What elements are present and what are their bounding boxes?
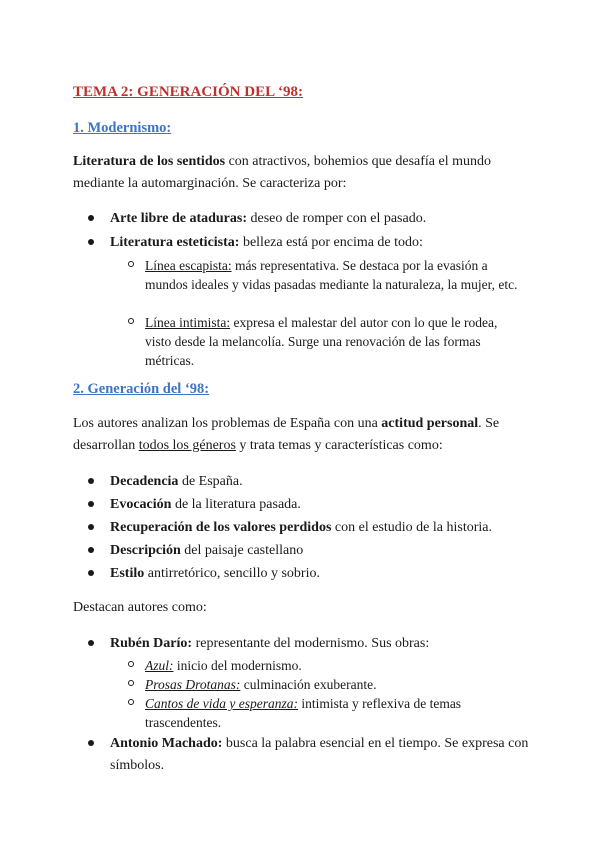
list-item (88, 517, 540, 539)
bullet-text: deseo de romper con el pasado. (247, 211, 427, 226)
bullet-text: de la literatura pasada. (171, 497, 301, 512)
bullet-icon (88, 640, 94, 646)
bullet-icon (88, 570, 94, 576)
bullet-bold: Descripción (110, 543, 181, 558)
bullet-icon (88, 239, 94, 245)
sub-item-text: expresa el malestar del autor con lo que le rodea, visto desde la melancolía. Surge una renovación de las formas métricas. (145, 315, 498, 368)
section-heading-generacion: 2. Generación del ‘98: (73, 381, 210, 397)
list-item (88, 540, 540, 562)
intro-text: . Se desarrollan (73, 416, 500, 453)
bullet-text: con el estudio de la historia. (331, 520, 492, 535)
sub-list-item (128, 656, 525, 675)
page-title: TEMA 2: GENERACIÓN DEL ‘98: (73, 84, 304, 100)
circle-bullet-icon (128, 661, 134, 667)
intro-bold-text: actitud personal (381, 416, 479, 431)
bullet-icon (88, 478, 94, 484)
work-title: Prosas Drotanas: (145, 677, 241, 692)
work-title: Cantos de vida y esperanza: (145, 696, 298, 711)
bullet-icon (88, 215, 94, 221)
bullet-text: del paisaje castellano (180, 543, 304, 558)
intro-underlined-text: todos los géneros (138, 438, 236, 453)
list-item (88, 633, 540, 655)
modernismo-intro (73, 151, 523, 195)
bullet-bold: Arte libre de ataduras: (110, 211, 247, 226)
author-name: Antonio Machado: (110, 736, 223, 751)
list-item (88, 471, 540, 493)
intro-text: Los autores analizan los problemas de España con una (73, 416, 382, 431)
circle-bullet-icon (128, 680, 134, 686)
list-item (88, 494, 540, 516)
circle-bullet-icon (128, 699, 134, 705)
section-heading-modernismo: 1. Modernismo: (73, 120, 172, 136)
list-item (88, 733, 540, 777)
bullet-icon (88, 501, 94, 507)
circle-bullet-icon (128, 318, 134, 324)
bullet-icon (88, 740, 94, 746)
sub-item-label: Línea escapista: (145, 258, 232, 273)
sub-list-item (128, 256, 525, 294)
bullet-text: de España. (178, 474, 243, 489)
bullet-icon (88, 547, 94, 553)
bullet-bold: Recuperación de los valores perdidos (110, 520, 332, 535)
sub-list-item (128, 675, 525, 694)
work-text: intimista y reflexiva de temas trascendentes. (145, 696, 462, 730)
work-title: Azul: (145, 658, 174, 673)
list-item (88, 563, 540, 585)
authors-intro: Destacan autores como: (73, 600, 207, 615)
sub-item-label: Línea intimista: (145, 315, 231, 330)
work-text: inicio del modernismo. (173, 658, 302, 673)
author-text: representante del modernismo. Sus obras: (192, 636, 430, 651)
list-item (88, 208, 540, 230)
bullet-text: antirretórico, sencillo y sobrio. (144, 566, 320, 581)
bullet-icon (88, 524, 94, 530)
intro-text: y trata temas y características como: (235, 438, 443, 453)
sub-list-item (128, 313, 525, 370)
author-text: busca la palabra esencial en el tiempo. Se expresa con símbolos. (110, 736, 529, 773)
bullet-bold: Evocación (110, 497, 172, 512)
sub-item-text: más representativa. Se destaca por la evasión a mundos ideales y vidas pasadas mediante la naturaleza, la mujer, etc. (145, 258, 518, 292)
bullet-bold: Estilo (110, 566, 145, 581)
circle-bullet-icon (128, 261, 134, 267)
bullet-bold: Decadencia (110, 474, 179, 489)
bullet-text: belleza está por encima de todo: (239, 235, 423, 250)
list-item (88, 232, 540, 254)
intro-bold-text: Literatura de los sentidos (73, 154, 226, 169)
work-text: culminación exuberante. (240, 677, 377, 692)
bullet-bold: Literatura esteticista: (110, 235, 240, 250)
intro-text: con atractivos, bohemios que desafía el mundo mediante la automarginación. Se caracteriza por: (73, 154, 491, 191)
sub-list-item (128, 694, 525, 732)
author-name: Rubén Darío: (110, 636, 193, 651)
generacion-intro (73, 413, 523, 457)
